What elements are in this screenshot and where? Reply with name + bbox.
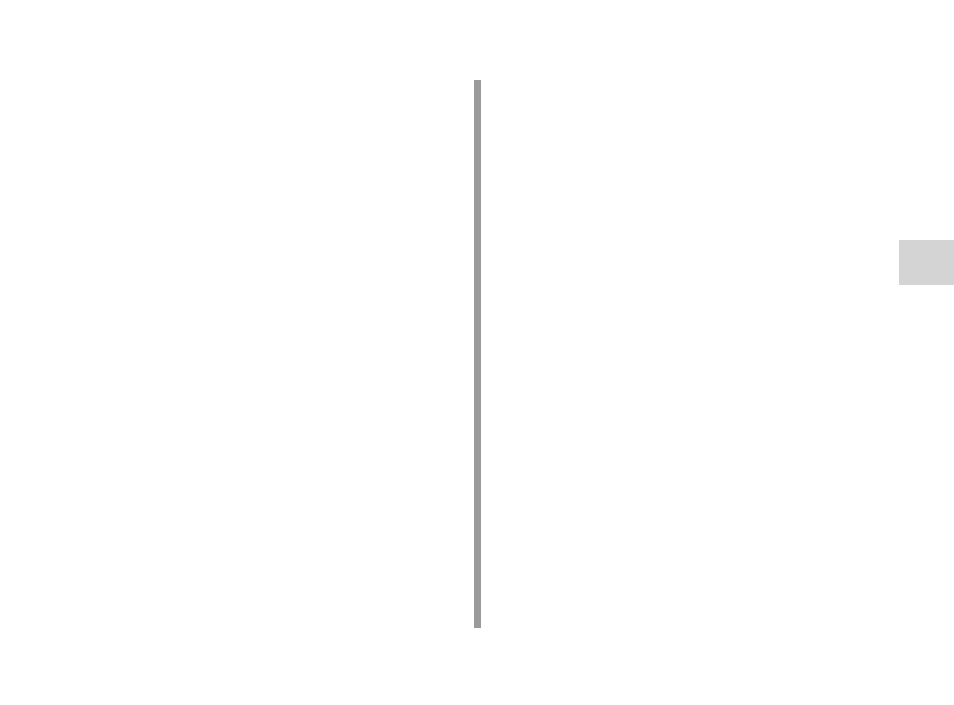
column-divider <box>474 80 481 628</box>
side-tab <box>899 240 954 285</box>
